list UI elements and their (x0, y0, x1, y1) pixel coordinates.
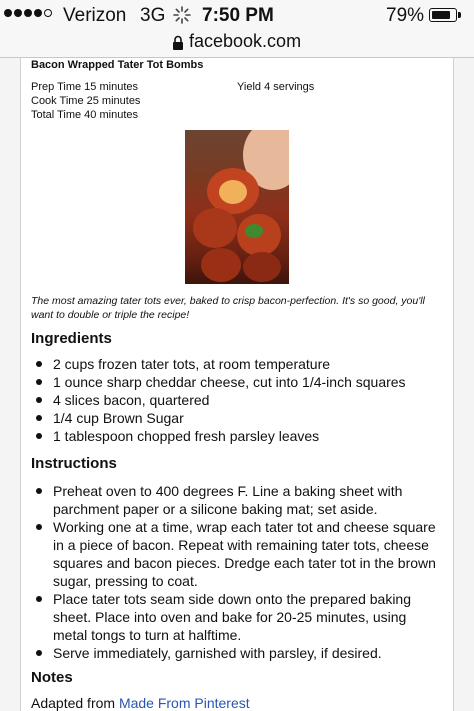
signal-strength-icon (4, 9, 52, 17)
list-item: Place tater tots seam side down onto the prepared baking sheet. Place into oven and bake for 20-25 minutes, using metal tongs to turn at halftime. (21, 590, 441, 644)
recipe-title: Bacon Wrapped Tater Tot Bombs (31, 59, 204, 71)
battery-icon (429, 8, 457, 22)
ingredients-list (21, 355, 441, 445)
battery-percentage: 79% (386, 5, 425, 26)
list-item: 1 ounce sharp cheddar cheese, cut into 1/4-inch squares (21, 373, 441, 391)
recipe-photo (185, 130, 289, 284)
yield: Yield 4 servings (237, 81, 315, 93)
url-bar[interactable] (0, 29, 474, 58)
recipe-card (20, 58, 454, 711)
list-item: 1 tablespoon chopped fresh parsley leaves (21, 427, 441, 445)
list-item: Serve immediately, garnished with parsley, if desired. (21, 644, 441, 662)
status-bar (0, 0, 474, 30)
lock-icon (172, 35, 184, 51)
cook-time: Cook Time 25 minutes (31, 95, 141, 107)
instructions-heading: Instructions (31, 455, 117, 472)
list-item: 2 cups frozen tater tots, at room temperature (21, 355, 441, 373)
url-text[interactable]: facebook.com (189, 31, 302, 51)
adapted-prefix: Adapted from (31, 695, 119, 711)
clock: 7:50 PM (202, 5, 274, 26)
list-item: Preheat oven to 400 degrees F. Line a baking sheet with parchment paper or a silicone baking mat; set aside. (21, 482, 441, 518)
list-item: 4 slices bacon, quartered (21, 391, 441, 409)
network-activity-icon (173, 6, 191, 24)
carrier-name: Verizon (63, 5, 127, 26)
source-link[interactable]: Made From Pinterest (118, 695, 250, 711)
total-time: Total Time 40 minutes (31, 109, 138, 121)
ingredients-heading: Ingredients (31, 330, 112, 347)
recipe-intro: The most amazing tater tots ever, baked to crisp bacon-perfection. It's so good, you'll want to double or triple the recipe! (31, 295, 425, 321)
list-item: Working one at a time, wrap each tater tot and cheese square in a piece of bacon. Repeat with remaining tater tots, cheese squares and bacon pieces. Dredge each tater tot in the brown sugar, pressing to coat. (21, 518, 441, 590)
notes-heading: Notes (31, 669, 73, 686)
adapted-from (31, 695, 250, 711)
instructions-list (21, 482, 441, 662)
prep-time: Prep Time 15 minutes (31, 81, 138, 93)
network-type: 3G (140, 5, 166, 26)
list-item: 1/4 cup Brown Sugar (21, 409, 441, 427)
